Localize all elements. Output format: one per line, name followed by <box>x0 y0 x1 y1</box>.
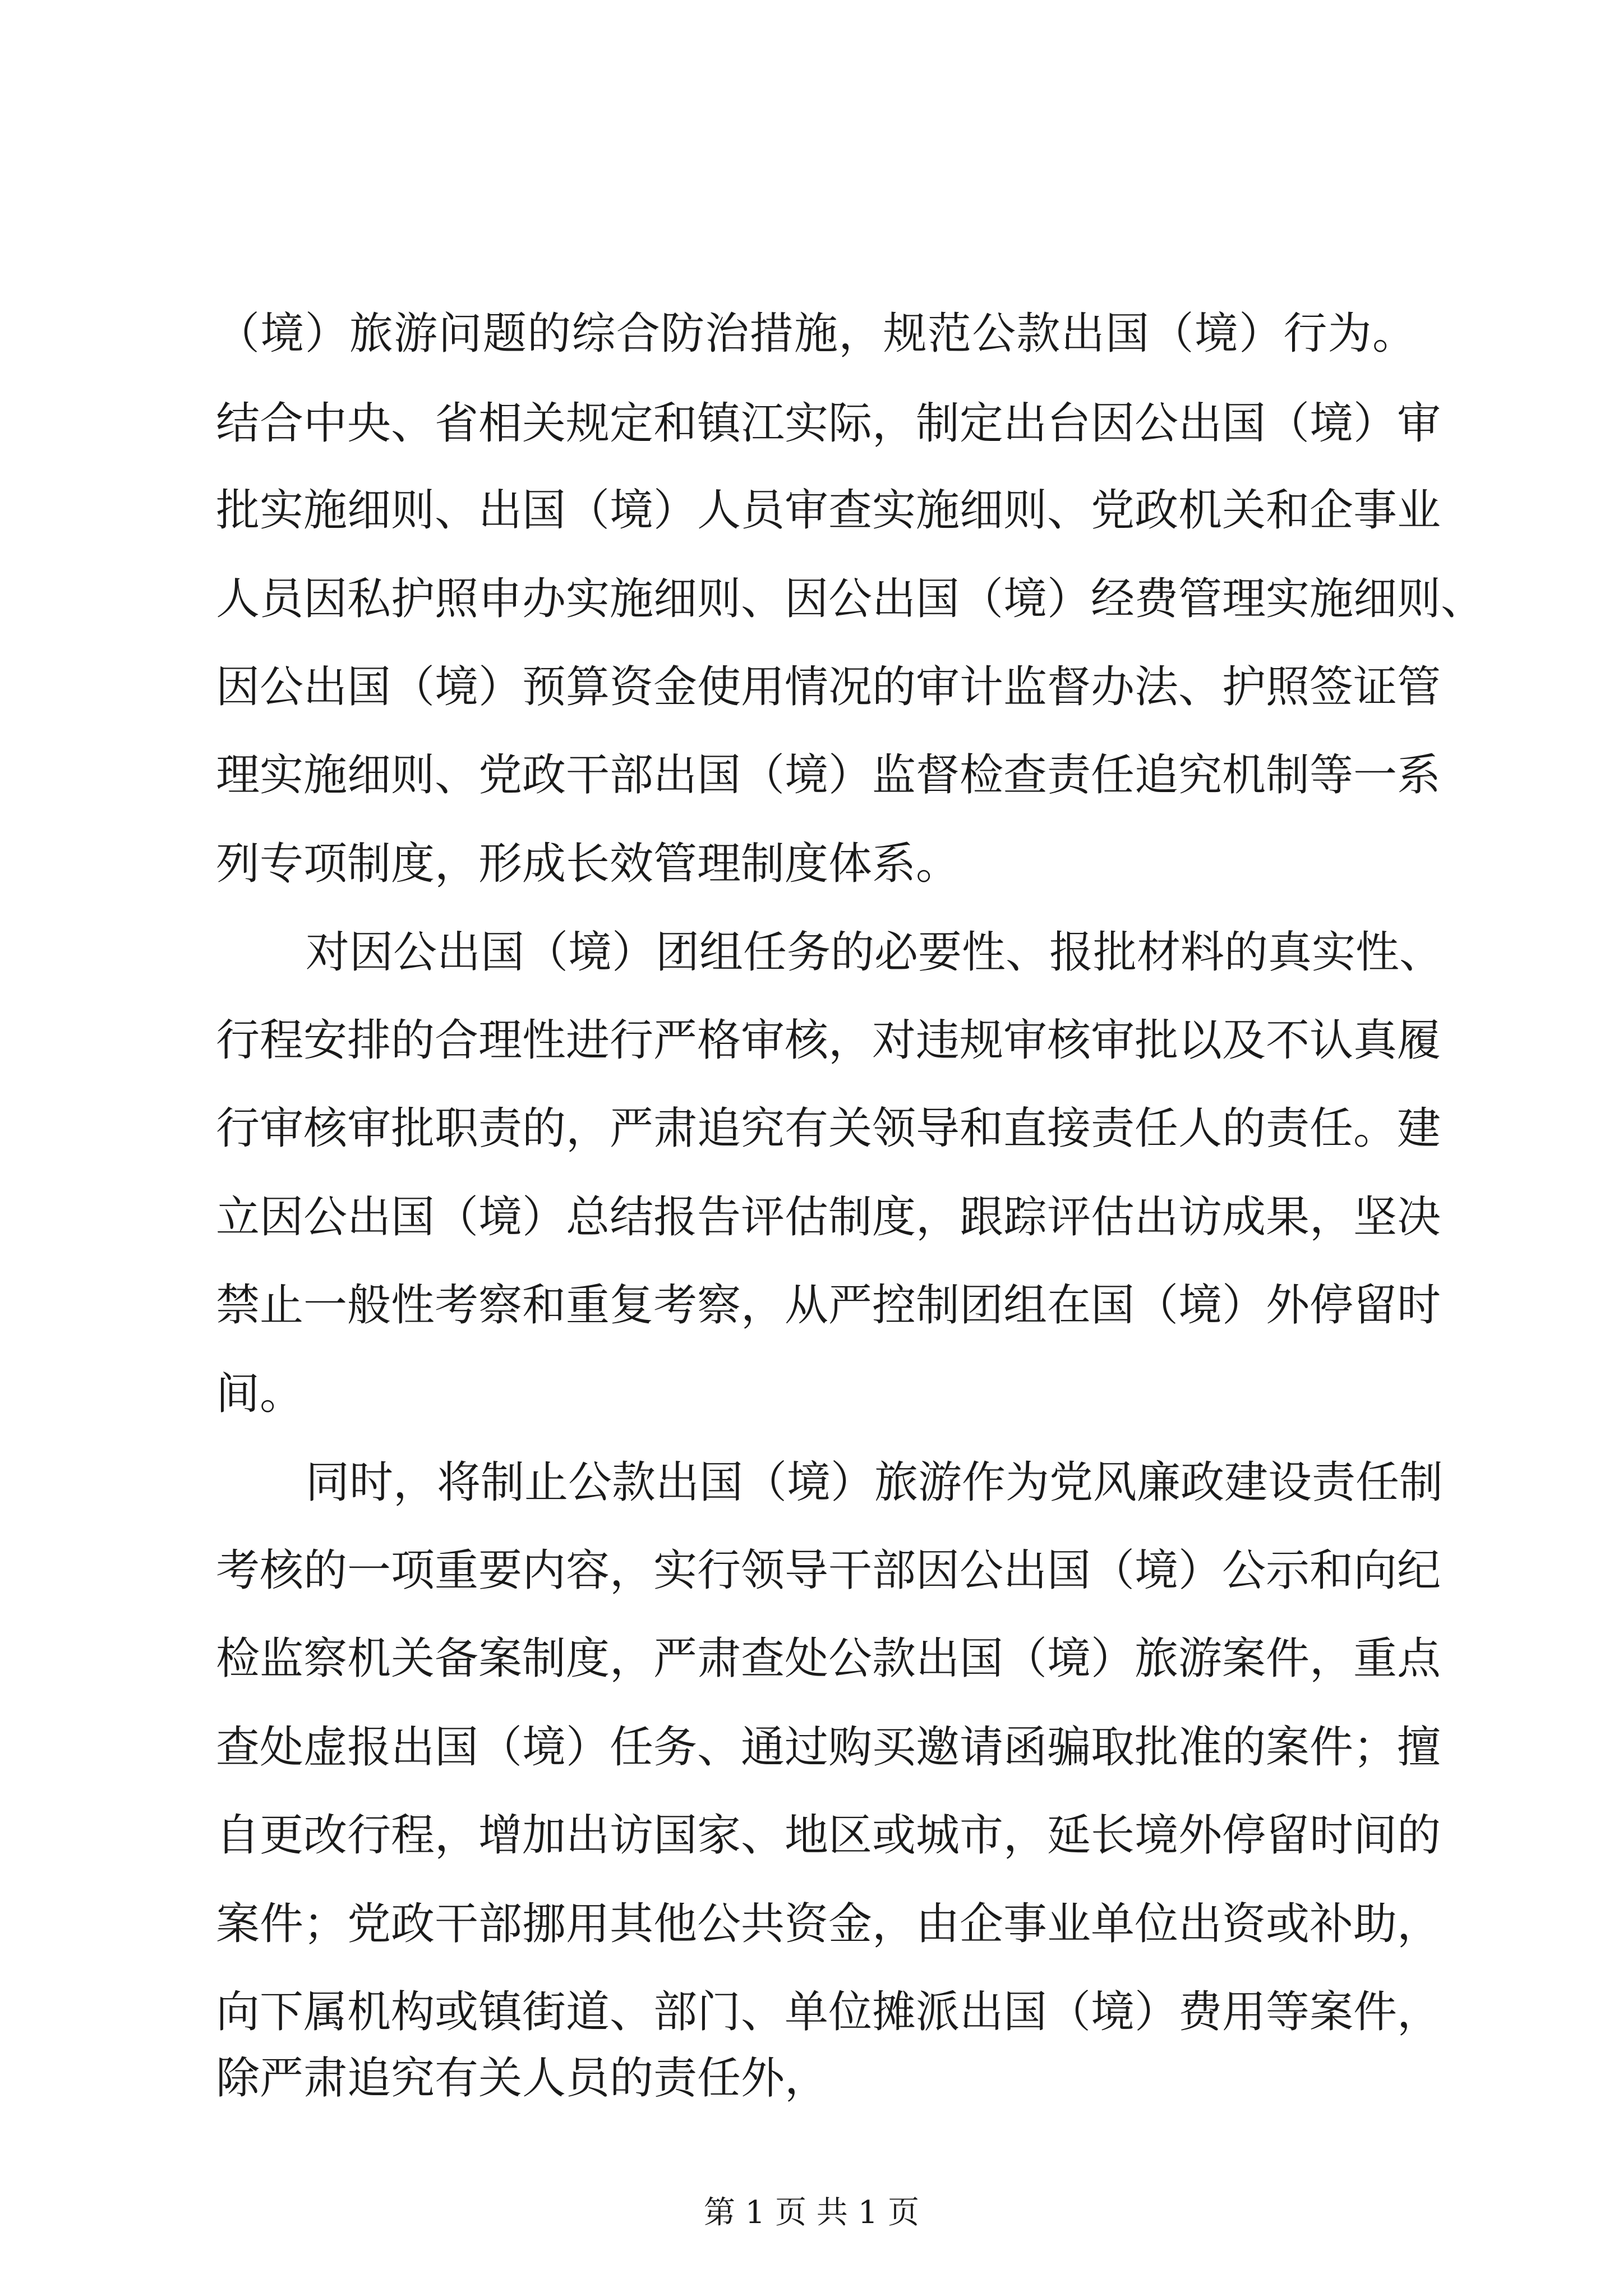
paragraph-1-line-2: 结合中央、省相关规定和镇江实际，制定出台因公出国（境）审 <box>216 398 1441 449</box>
paragraph-3-line-8: 除严肃追究有关人员的责任外， <box>216 2053 829 2104</box>
paragraph-1-line-6: 理实施细则、党政干部出国（境）监督检查责任追究机制等一系 <box>216 750 1441 800</box>
paragraph-2-line-6: 间。 <box>216 1369 304 1419</box>
paragraph-3-line-3: 检监察机关备案制度，严肃查处公款出国（境）旅游案件，重点 <box>216 1634 1441 1684</box>
paragraph-2-line-5: 禁止一般性考察和重复考察，从严控制团组在国（境）外停留时 <box>216 1280 1441 1331</box>
paragraph-3-line-1: 同时，将制止公款出国（境）旅游作为党风廉政建设责任制 <box>306 1457 1444 1508</box>
paragraph-2-line-1: 对因公出国（境）团组任务的必要性、报批材料的真实性、 <box>306 927 1444 978</box>
paragraph-2-line-2: 行程安排的合理性进行严格审核，对违规审核审批以及不认真履 <box>216 1015 1441 1066</box>
page-footer: 第 1 页 共 1 页 <box>703 2194 920 2231</box>
paragraph-1-line-5: 因公出国（境）预算资金使用情况的审计监督办法、护照签证管 <box>216 662 1441 712</box>
paragraph-2-line-4: 立因公出国（境）总结报告评估制度，跟踪评估出访成果，坚决 <box>216 1192 1441 1243</box>
paragraph-3-line-2: 考核的一项重要内容，实行领导干部因公出国（境）公示和向纪 <box>216 1545 1441 1596</box>
paragraph-3-line-6: 案件；党政干部挪用其他公共资金，由企事业单位出资或补助， <box>216 1899 1441 1949</box>
paragraph-3-line-7: 向下属机构或镇街道、部门、单位摊派出国（境）费用等案件， <box>216 1987 1441 2037</box>
paragraph-1-line-1: （境）旅游问题的综合防治措施，规范公款出国（境）行为。 <box>216 309 1416 359</box>
paragraph-1-line-3: 批实施细则、出国（境）人员审查实施细则、党政机关和企事业 <box>216 485 1441 536</box>
paragraph-1-line-7: 列专项制度，形成长效管理制度体系。 <box>216 839 960 889</box>
paragraph-3-line-5: 自更改行程，增加出访国家、地区或城市，延长境外停留时间的 <box>216 1810 1441 1861</box>
paragraph-2-line-3: 行审核审批职责的，严肃追究有关领导和直接责任人的责任。建 <box>216 1103 1441 1154</box>
paragraph-1-line-4: 人员因私护照申办实施细则、因公出国（境）经费管理实施细则、 <box>216 574 1485 624</box>
paragraph-3-line-4: 查处虚报出国（境）任务、通过购买邀请函骗取批准的案件；擅 <box>216 1722 1441 1773</box>
